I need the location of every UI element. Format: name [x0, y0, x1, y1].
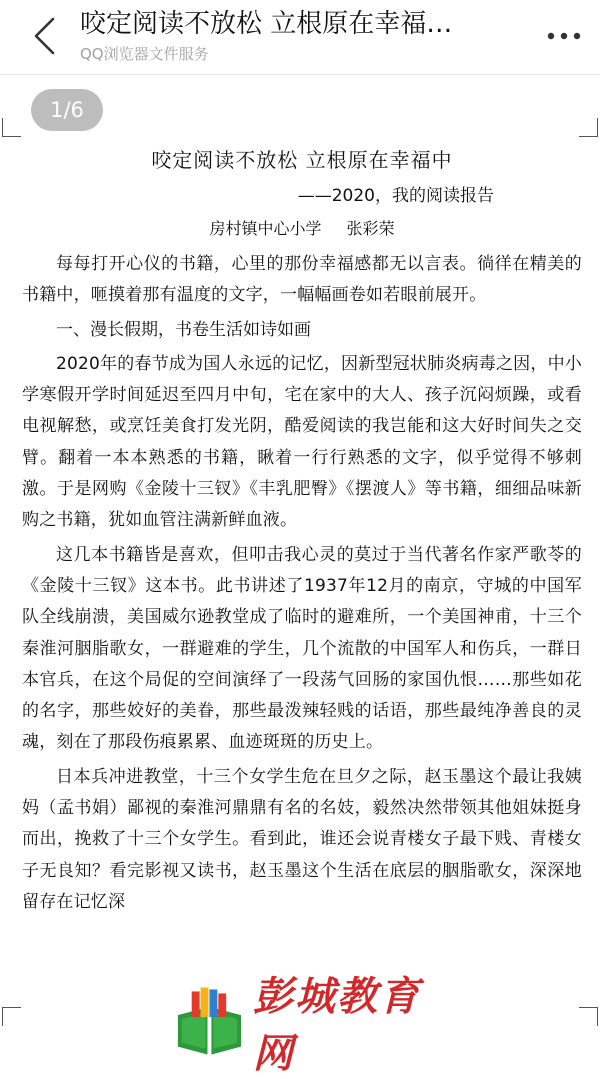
article-author: 房村镇中心小学 张彩荣 — [209, 219, 395, 238]
document-page — [22, 143, 582, 921]
page-indicator: 1/6 — [31, 89, 103, 131]
watermark-text: 彭城教育网 — [252, 974, 421, 1077]
chevron-left-icon — [31, 16, 57, 56]
document-title: 咬定阅读不放松 立根原在幸福… — [80, 9, 453, 39]
paragraph-4: 日本兵冲进教堂，十三个女学生危在旦夕之际，赵玉墨这个最让我姨妈（孟书娟）鄙视的秦淮河鼎鼎有名的名妓，毅然决然带领其他姐妹挺身而出，挽救了十三个女学生。看到此，谁还会说青楼女子最下贱、青楼女子无良知？看完影视又读书，赵玉墨这个生活在底层的胭脂歌女，深深地留存在记忆深 — [22, 766, 582, 912]
more-options-button[interactable] — [542, 18, 586, 54]
paragraph-2: 2020年的春节成为国人永远的记忆，因新型冠状肺炎病毒之因，中小学寒假开学时间延迟至四月中旬，宅在家中的大人、孩子沉闷烦躁，或看电视解愁，或烹饪美食打发光阴，酷爱阅读的我岂能和这大好时间失之交臂。翻着一本本熟悉的书籍，瞅着一行行熟悉的文字，似乎觉得不够刺激。于是网购《金陵十三钗》《丰乳肥臀》《摆渡人》等书籍，细细品味新购之书籍，犹如血管注满新鲜血液。 — [22, 353, 582, 531]
book-logo-icon — [170, 985, 249, 1059]
document-source: QQ浏览器文件服务 — [80, 45, 209, 63]
title-block — [80, 6, 510, 65]
site-watermark — [170, 974, 460, 1077]
top-app-bar — [0, 0, 600, 75]
paragraph-intro: 每每打开心仪的书籍，心里的那份幸福感都无以言表。徜徉在精美的书籍中，咂摸着那有温度的文字，一幅幅画卷如若眼前展开。 — [22, 254, 582, 306]
crop-mark-top-right — [579, 118, 598, 137]
paragraph-3: 这几本书籍皆是喜欢，但叩击我心灵的莫过于当代著名作家严歌苓的《金陵十三钗》这本书。此书讲述了1937年12月的南京，守城的中国军队全线崩溃，美国威尔逊教堂成了临时的避难所，一个美国神甫，十三个秦淮河胭脂歌女，一群避难的学生，几个流散的中国军人和伤兵，一群日本官兵，在这个局促的空间演绎了一段荡气回肠的家国仇恨……那些如花的名字，那些姣好的美眷，那些最泼辣轻贱的话语，那些最纯净善良的灵魂，刻在了那段伤痕累累、血迹斑斑的历史上。 — [22, 544, 582, 753]
article-subtitle: ——2020，我的阅读报告 — [297, 186, 494, 206]
back-button[interactable] — [22, 12, 66, 60]
article-title: 咬定阅读不放松 立根原在幸福中 — [151, 148, 453, 172]
crop-mark-top-left — [2, 118, 21, 137]
crop-mark-bottom-left — [2, 1007, 21, 1026]
more-dots-icon — [546, 31, 582, 41]
crop-mark-bottom-right — [579, 1007, 598, 1026]
document-reader[interactable] — [0, 75, 600, 1061]
section-heading: 一、漫长假期，书卷生活如诗如画 — [56, 319, 311, 340]
